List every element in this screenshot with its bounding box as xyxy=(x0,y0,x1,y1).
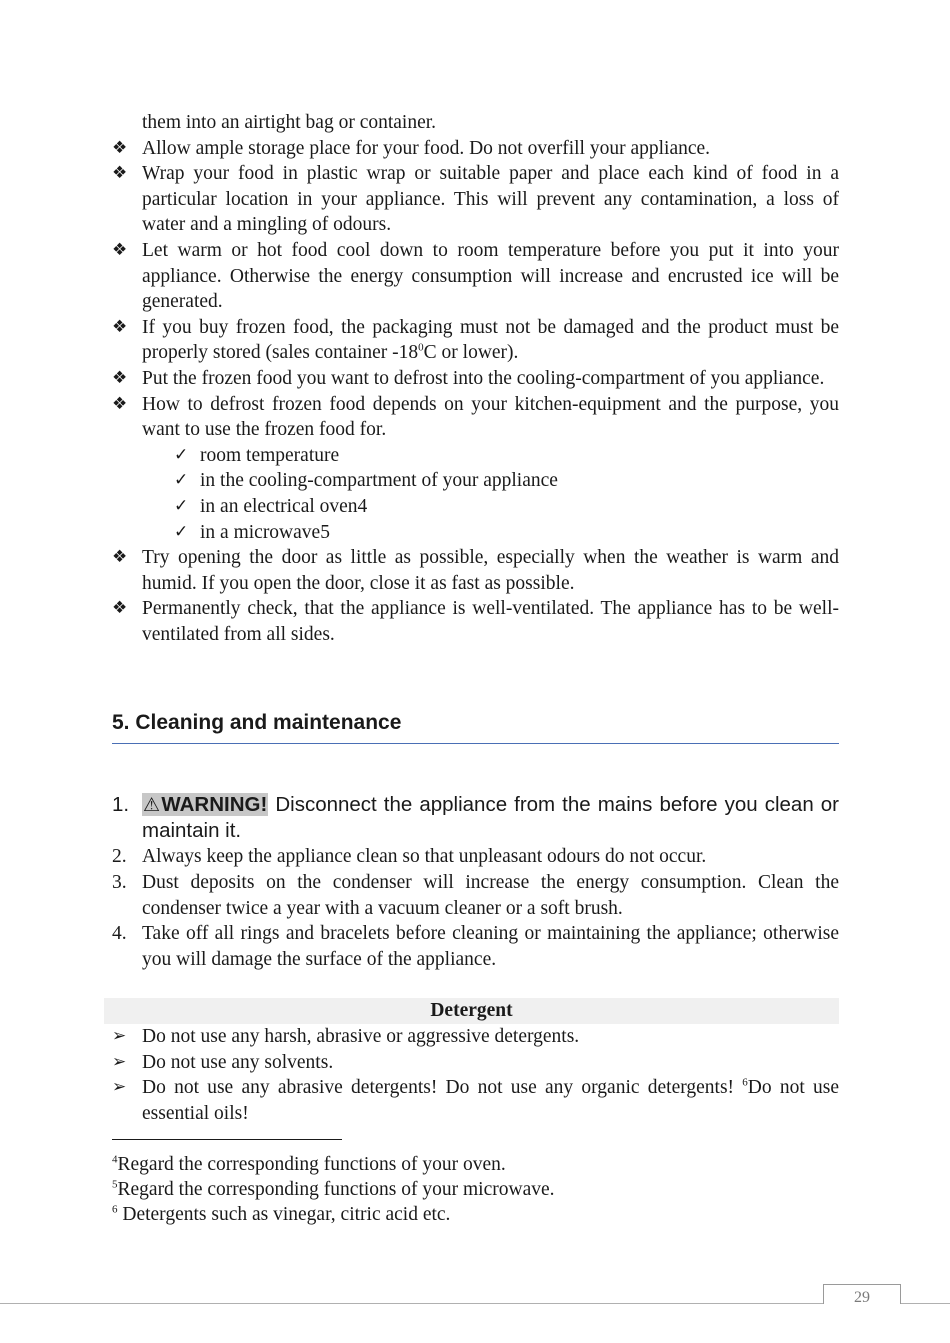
page-footer xyxy=(0,1284,950,1324)
detergent-list xyxy=(112,1024,839,1126)
list-item: ❖ If you buy frozen food, the packaging must not be damaged and the product must be properly stored (sales container $-18^0C$ or lower). xyxy=(112,316,839,364)
page-number: 29 xyxy=(823,1284,901,1304)
list-item: ✓ room temperature xyxy=(112,443,839,469)
footnotes xyxy=(112,1152,839,1227)
warning-step xyxy=(112,792,839,844)
arrowhead-bullet-icon: ➢ xyxy=(112,1051,127,1072)
detergent-heading: Detergent xyxy=(104,998,839,1024)
list-item: ❖ Try opening the door as little as possible, especially when the weather is warm and humid. If you open the door, close it as fast as possible. xyxy=(112,547,839,594)
list-item: ✓ in the cooling-compartment of your appliance xyxy=(112,468,839,494)
footnote: $^6$ Detergents such as vinegar, citric acid etc. xyxy=(112,1203,451,1226)
footnote: $^5$Regard the corresponding functions of your microwave. xyxy=(112,1178,555,1201)
list-item: ❖ Allow ample storage place for your food. Do not overfill your appliance. xyxy=(112,136,839,162)
footnote: $^4$Regard the corresponding functions of your oven. xyxy=(112,1153,506,1176)
checkmark-icon: ✓ xyxy=(174,495,189,516)
footnote-ref: 6 xyxy=(742,1076,748,1089)
section-heading: 5. Cleaning and maintenance xyxy=(112,709,839,744)
list-item: ✓ in a microwave5 xyxy=(112,520,839,546)
arrowhead-bullet-icon: ➢ xyxy=(112,1026,127,1047)
warning-text: Disconnect the appliance from the mains before you clean or maintain it. xyxy=(142,793,839,843)
diamond-bullet-icon: ❖ xyxy=(112,547,128,568)
warning-label: WARNING! xyxy=(161,793,268,817)
door-tips-list xyxy=(112,545,839,647)
list-item: 3. Dust deposits on the condenser will increase the energy consumption. Clean the condenser twice a year with a vacuum cleaner or a soft brush. xyxy=(112,872,839,919)
list-item: ➢ Do not use any harsh, abrasive or aggressive detergents. xyxy=(112,1024,839,1050)
list-item: ➢ Do not use any solvents. xyxy=(112,1050,839,1076)
diamond-bullet-icon: ❖ xyxy=(112,163,128,184)
checkmark-icon: ✓ xyxy=(174,444,189,465)
arrowhead-bullet-icon: ➢ xyxy=(112,1077,127,1098)
diamond-bullet-icon: ❖ xyxy=(112,239,128,260)
list-item: ❖ Put the frozen food you want to defrost into the cooling-compartment of you appliance. xyxy=(112,366,839,392)
step-number: 3. xyxy=(112,872,127,894)
list-item: 2. Always keep the appliance clean so that unpleasant odours do not occur. xyxy=(112,844,839,870)
page-content xyxy=(112,110,839,1227)
diamond-bullet-icon: ❖ xyxy=(112,367,128,388)
list-item: ➢ Do not use any abrasive detergents! Do not use any organic detergents! $^6$Do not use essential oils! xyxy=(112,1076,839,1124)
list-item: ❖ Permanently check, that the appliance is well-ventilated. The appliance has to be well-ventilated from all sides. xyxy=(112,598,839,645)
step-number: 2. xyxy=(112,846,127,868)
warning-badge xyxy=(142,793,268,816)
checkmark-icon: ✓ xyxy=(174,470,189,491)
step-number: 1. xyxy=(112,793,130,817)
list-item: ❖ Wrap your food in plastic wrap or suitable paper and place each kind of food in a particular location in your appliance. This will prevent any contamination, a loss of water and a mingling of odours. xyxy=(112,163,839,236)
continued-text: them into an airtight bag or container. xyxy=(142,112,437,133)
footnote-divider xyxy=(112,1139,342,1140)
defrost-methods-list xyxy=(112,443,839,545)
list-item: ❖ Let warm or hot food cool down to room temperature before you put it into your appliance. Otherwise the energy consumption will increase and encrusted ice will be generated. xyxy=(112,239,839,313)
diamond-bullet-icon: ❖ xyxy=(112,598,128,619)
diamond-bullet-icon: ❖ xyxy=(112,137,128,158)
list-item: ✓ in an electrical oven4 xyxy=(112,494,839,520)
checkmark-icon: ✓ xyxy=(174,521,189,542)
step-number: 4. xyxy=(112,923,127,945)
storage-tips-list xyxy=(112,136,839,443)
maintenance-steps xyxy=(112,792,839,972)
diamond-bullet-icon: ❖ xyxy=(112,393,128,414)
footer-divider xyxy=(0,1303,950,1304)
list-item: ❖ How to defrost frozen food depends on your kitchen-equipment and the purpose, you want to use the frozen food for. xyxy=(112,393,839,441)
warning-triangle-icon: ⚠ xyxy=(143,794,162,817)
diamond-bullet-icon: ❖ xyxy=(112,316,128,337)
list-item: 4. Take off all rings and bracelets before cleaning or maintaining the appliance; otherwise you will damage the surface of the appliance. xyxy=(112,923,839,970)
